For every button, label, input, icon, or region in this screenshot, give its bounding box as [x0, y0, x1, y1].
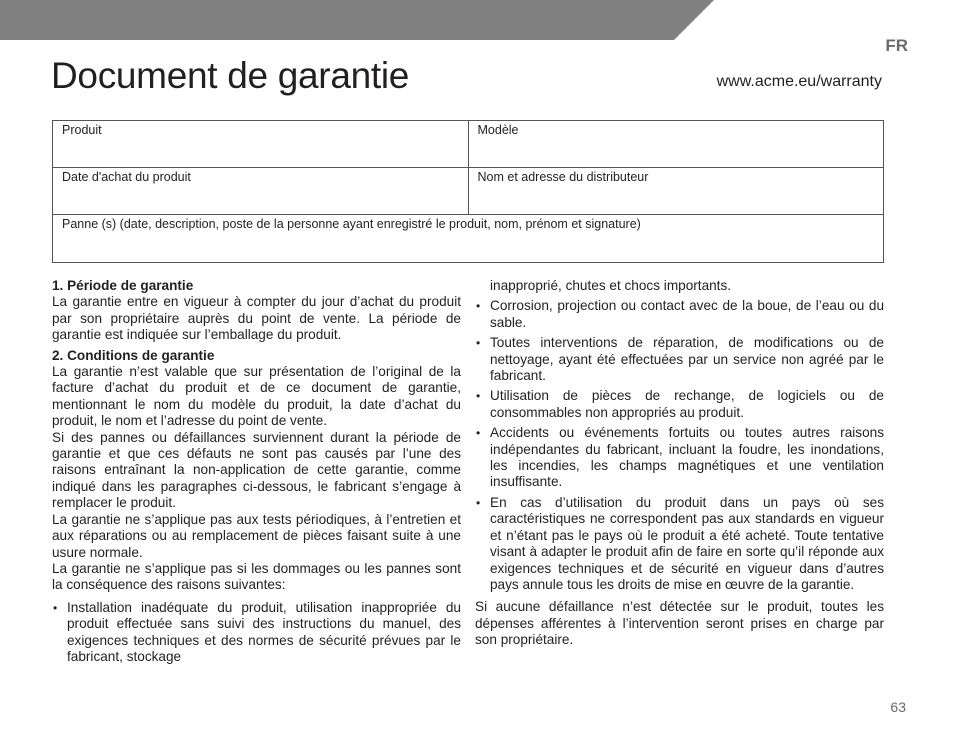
- header-band: [0, 0, 954, 40]
- page-number: 63: [890, 699, 906, 715]
- section2-paragraph-2: Si des pannes ou défaillances surviennent durant la période de garantie et que ces défauts ne sont pas causés par l’une des raisons entraînant la non-application de cette garantie, comme indiqué dans les paragraphes ci-dessous, le fabricant s’engage à remplacer le produit.: [52, 429, 461, 511]
- product-field[interactable]: [53, 121, 469, 168]
- section2-heading: 2. Conditions de garantie: [52, 347, 215, 363]
- section2-paragraph-1: La garantie n’est valable que sur présentation de l’original de la facture d’achat du produit et de ce document de garantie, mentionnant le nom du modèle du produit, la date d’achat du produit, le nom et l’adresse du point de vente.: [52, 364, 461, 429]
- list-item: • Corrosion, projection ou contact avec de la boue, de l’eau ou du sable.: [475, 298, 884, 331]
- section2-paragraph-4: La garantie ne s’applique pas si les dommages ou les pannes sont la conséquence des raisons suivantes:: [52, 560, 461, 593]
- right-column: [475, 278, 884, 649]
- failure-field[interactable]: [53, 215, 884, 263]
- exclusion-list-right: [475, 298, 884, 593]
- list-item: • Utilisation de pièces de rechange, de logiciels ou de consommables non appropriés au produit.: [475, 388, 884, 421]
- header-band-shape: [0, 0, 714, 40]
- section1-text: La garantie entre en vigueur à compter du jour d’achat du produit par son propriétaire auprès du point de vente. La période de garantie est indiquée sur l’emballage du produit.: [52, 294, 461, 343]
- page-title: Document de garantie: [51, 55, 410, 96]
- list-item-continuation: inapproprié, chutes et chocs importants.: [490, 278, 732, 293]
- language-label: FR: [885, 36, 908, 55]
- exclusion-list-left: [52, 600, 461, 666]
- section2-paragraph-3: La garantie ne s’applique pas aux tests périodiques, à l’entretien et aux réparations ou au remplacement de pièces faisant suite à une usure normale.: [52, 511, 461, 560]
- list-item: • Accidents ou événements fortuits ou toutes autres raisons indépendantes du fabricant, incluant la foudre, les inondations, les incendies, les champs magnétiques et une ventilation insuffisante.: [475, 425, 884, 491]
- warranty-form: [52, 120, 884, 263]
- product-label: Produit: [62, 123, 102, 137]
- model-field[interactable]: [468, 121, 884, 168]
- warranty-url: www.acme.eu/warranty: [716, 73, 882, 90]
- distributor-field[interactable]: [468, 168, 884, 215]
- purchase-date-field[interactable]: [53, 168, 469, 215]
- left-column: [52, 278, 461, 669]
- distributor-label: Nom et adresse du distributeur: [477, 170, 649, 184]
- list-item: • Toutes interventions de réparation, de modifications ou de nettoyage, ayant été effectuées par un service non agréé par le fabricant.: [475, 335, 884, 384]
- closing-paragraph: Si aucune défaillance n’est détectée sur le produit, toutes les dépenses afférentes à l’intervention seront prises en charge par son propriétaire.: [475, 599, 884, 648]
- purchase-date-label: Date d'achat du produit: [62, 170, 191, 184]
- list-item: • Installation inadéquate du produit, utilisation inappropriée du produit effectuée sans suivi des instructions du manuel, des exigences techniques et des normes de sécurité prévues par le fabricant, stockage: [52, 600, 461, 666]
- failure-label: Panne (s) (date, description, poste de la personne ayant enregistré le produit, nom, prénom et signature): [62, 217, 641, 231]
- model-label: Modèle: [477, 123, 519, 137]
- list-item: • En cas d’utilisation du produit dans un pays où ses caractéristiques ne correspondent pas aux standards en vigueur et n’étant pas le pays où le produit a été acheté. Toute tentative visant à adapter le produit afin de faire en sorte qu’il réponde aux exigences techniques et de sécurité en vigueur dans d’autres pays annule tous les droits de mise en œuvre de la garantie.: [475, 495, 884, 593]
- section1-heading: 1. Période de garantie: [52, 278, 194, 293]
